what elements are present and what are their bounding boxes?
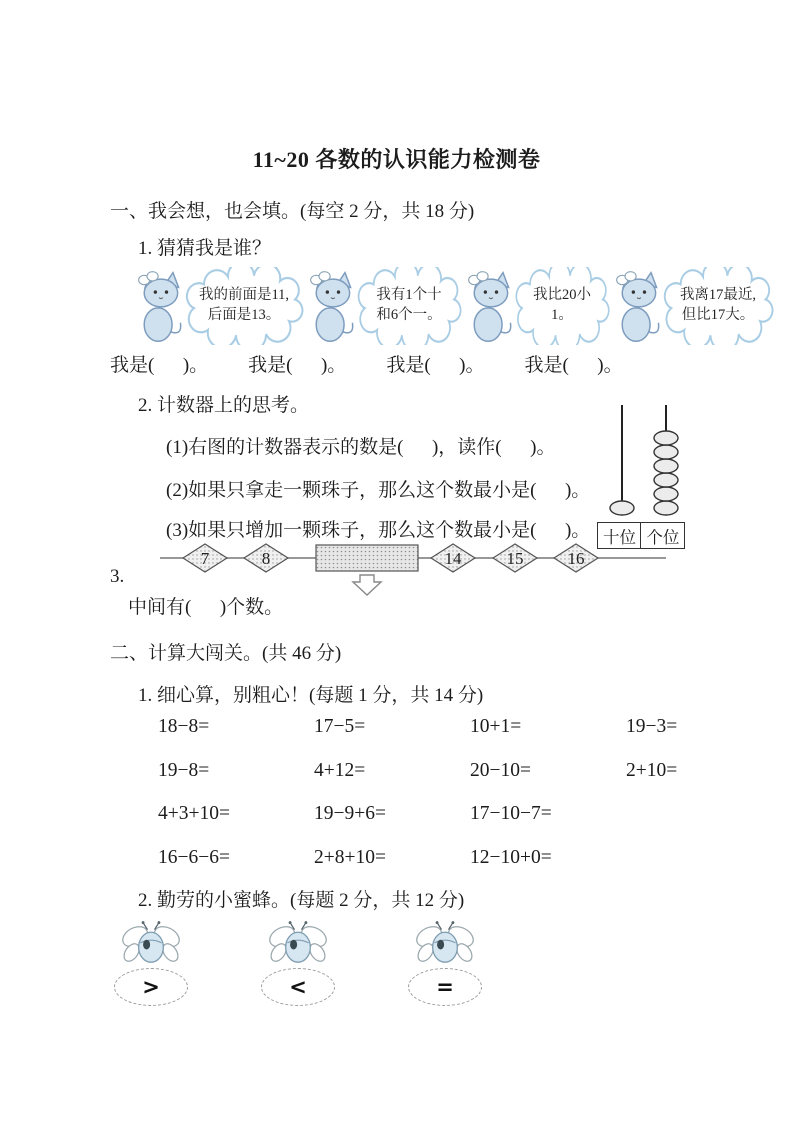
number-line-value: 15 [506, 549, 524, 568]
bee-sign-group [253, 920, 343, 1006]
ones-place-label: 个位 [640, 522, 685, 549]
bubble-text: 我离17最近, 但比17大。 [679, 287, 760, 323]
answer-blank: 我是( )。 [110, 355, 209, 376]
answer-blank: 我是( )。 [248, 355, 347, 376]
answer-blank-row [110, 350, 690, 377]
guess-who-illustration [132, 262, 760, 350]
bubble-text: 我比20小1。 [533, 287, 591, 323]
math-problem: 19−8= [158, 759, 210, 781]
math-problem: 2+10= [626, 759, 678, 781]
page-title: 11~20 各数的认识能力检测卷 [252, 147, 541, 172]
math-problem: 17−10−7= [470, 803, 552, 824]
bubble-text: 我有1个十 和6个一。 [376, 287, 446, 323]
cat-bubble-group [132, 267, 304, 345]
arithmetic-problems-grid [158, 716, 743, 890]
bee-signs-illustration [106, 920, 490, 1006]
speech-bubble [356, 267, 462, 345]
bubble-text: 我的前面是11,后面是13。 [198, 287, 290, 323]
math-problem: 19−9+6= [314, 803, 386, 824]
comparison-sign: < [261, 968, 335, 1006]
cat-icon [304, 267, 360, 345]
math-problem: 12−10+0= [470, 846, 552, 868]
question-1-label: 1. 猜猜我是谁？ [138, 238, 272, 259]
question-3-label: 3. [110, 566, 125, 587]
question-2-sub2: (2)如果只拿走一颗珠子，那么这个数最小是( )。 [166, 480, 591, 501]
math-problem: 16−6−6= [158, 846, 230, 868]
math-problem: 20−10= [470, 759, 531, 781]
math-problem: 18−8= [158, 716, 210, 737]
number-line-value: 8 [261, 549, 271, 568]
speech-bubble [184, 267, 304, 345]
section-two-q1-label: 1. 细心算，别粗心！(每题 1 分，共 14 分) [138, 685, 484, 706]
tens-place-label: 十位 [597, 522, 642, 549]
math-problem: 17−5= [314, 716, 366, 737]
math-problem: 19−3= [626, 716, 678, 737]
cat-icon [462, 267, 518, 345]
comparison-sign: > [114, 968, 188, 1006]
section-two-q2-label: 2. 勤劳的小蜜蜂。(每题 2 分，共 12 分) [138, 890, 465, 911]
section-one-heading: 一、我会想，也会填。(每空 2 分，共 18 分) [110, 201, 475, 222]
cat-bubble-group [462, 267, 610, 345]
down-arrow-icon [353, 575, 381, 595]
cat-bubble-group [304, 267, 462, 345]
cat-icon [132, 267, 188, 345]
math-problem: 4+3+10= [158, 803, 230, 824]
number-line-value: 14 [444, 549, 462, 568]
abacus-rods-and-beads [597, 403, 691, 517]
cat-bubble-group [610, 267, 774, 345]
bee-sign-group [106, 920, 196, 1006]
section-two-heading: 二、计算大闯关。(共 46 分) [110, 643, 342, 664]
speech-bubble [514, 267, 610, 345]
question-2-label: 2. 计数器上的思考。 [138, 395, 310, 416]
number-line-value: 16 [567, 549, 585, 568]
number-line-value: 7 [200, 549, 210, 568]
cat-icon [610, 267, 666, 345]
math-problem: 4+12= [314, 759, 366, 781]
number-line [108, 538, 708, 600]
counting-device-diagram [597, 403, 691, 549]
speech-bubble [662, 267, 774, 345]
bee-sign-group [400, 920, 490, 1006]
question-2-sub1: (1)右图的计数器表示的数是( )，读作( )。 [166, 437, 556, 458]
question-3-text: 中间有( )个数。 [128, 597, 284, 618]
math-problem: 2+8+10= [314, 846, 386, 868]
comparison-sign: = [408, 968, 482, 1006]
answer-blank: 我是( )。 [386, 355, 485, 376]
math-problem: 10+1= [470, 716, 522, 737]
number-line-diagram [108, 538, 708, 600]
answer-blank: 我是( )。 [524, 355, 623, 376]
question-2-sub3: (3)如果只增加一颗珠子，那么这个数最小是( )。 [166, 520, 591, 541]
